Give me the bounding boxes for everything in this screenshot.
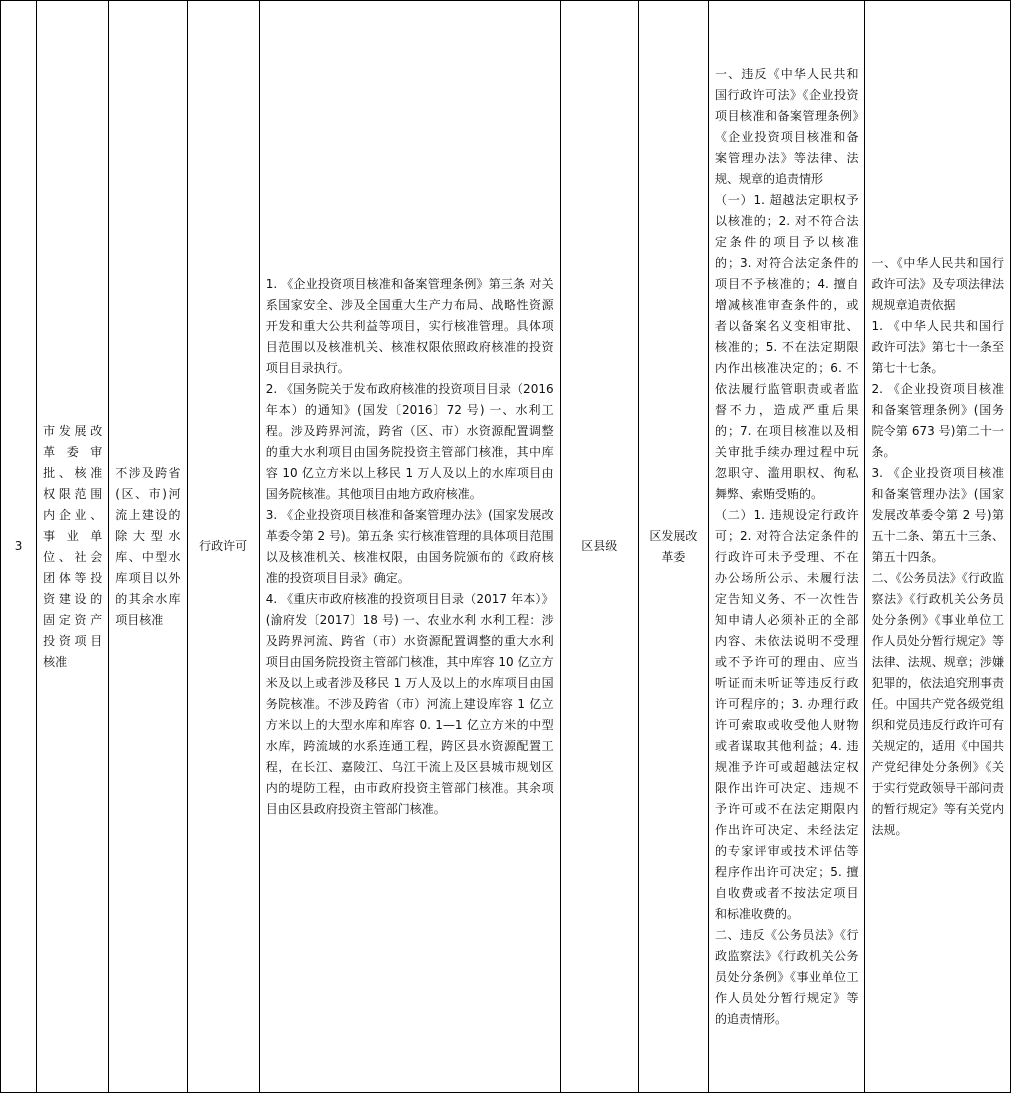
accountability-basis-item: 二、《公务员法》《行政监察法》《行政机关公务员处分条例》《事业单位工作人员处分暂行规定》等法律、法规、规章；涉嫌犯罪的，依法追究刑事责任。中国共产党各级党组织和党员违反行政许可有关规定的，适用《中国共产党纪律处分条例》《关于实行党政领导干部问责的暂行规定》等有关党内法规。 [871,570,1004,837]
table-row [1,1,1011,1093]
basis-cell [259,1,560,1093]
basis-item: 3. 《企业投资项目核准和备案管理办法》(国家发展改革委令第 2 号)。第五条 实行核准管理的具体项目范围以及核准机关、核准权限，由国务院颁布的《政府核准的投资项目目录》确定。 [265,507,554,585]
accountability-basis-item: 1. 《中华人民共和国行政许可法》第七十一条至第七十七条。 [871,318,1004,375]
accountability-basis-item: 一、《中华人民共和国行政许可法》及专项法律法规规章追责依据 [871,255,1004,312]
basis-item: 2. 《国务院关于发布政府核准的投资项目目录（2016 年本）的通知》(国发〔2016〕72 号) 一、水利工程。涉及跨界河流，跨省（区、市）水资源配置调整的重大水利项目由国务院投资主管部门核准，其中库容 10 亿立方米以上移民 1 万人及以上的水库项目由国务院核准。其他项目由地方政府核准。 [265,381,554,501]
power-type-cell: 行政许可 [187,1,259,1093]
basis-item: 1. 《企业投资项目核准和备案管理条例》第三条 对关系国家安全、涉及全国重大生产力布局、战略性资源开发和重大公共利益等项目，实行核准管理。具体项目范围以及核准机关、核准权限依照政府核准的投资项目目录执行。 [265,276,554,375]
seq-cell: 3 [1,1,37,1093]
accountability-basis-item: 3. 《企业投资项目核准和备案管理办法》(国家发展改革委令第 2 号)第五十二条、第五十三条、第五十四条。 [871,465,1004,564]
level-cell: 区县级 [560,1,638,1093]
accountability-basis-item: 2. 《企业投资项目核准和备案管理条例》(国务院令第 673 号)第二十一条。 [871,381,1004,459]
accountability-cell [709,1,865,1093]
sub-item-cell: 不涉及跨省(区、市)河流上建设的除大型水库、中型水库项目以外的其余水库项目核准 [109,1,187,1093]
basis-item: 4. 《重庆市政府核准的投资项目目录（2017 年本）》(渝府发〔2017〕18 号) 一、农业水利 水利工程：涉及跨界河流、跨省（市）水资源配置调整的重大水利项目由国务院投资主管部门核准，其中库容 10 亿立方米及以上或者涉及移民 1 万人及以上的水库项目由国务院核准。不涉及跨省（市）河流上建设库容 1 亿立方米以上的大型水库和库容 0. 1—1 亿立方米的中型水库，跨流域的水系连通工程，跨区县水资源配置工程，在长江、嘉陵江、乌江干流上及区县城市规划区内的堤防工程，由市政府投资主管部门核准。其余项目由区县政府投资主管部门核准。 [265,591,554,816]
accountability-item: （一）1. 超越法定职权予以核准的；2. 对不符合法定条件的项目予以核准的；3. 对符合法定条件的项目不予核准的；4. 擅自增减核准审查条件的，或者以备案名义变相审批、核准的；5. 不在法定期限内作出核准决定的；6. 不依法履行监管职责或者监督不力，造成严重后果的；7. 在项目核准以及相关审批手续办理过程中玩忽职守、滥用职权、徇私舞弊、索贿受贿的。 [715,192,859,501]
accountability-item: 二、违反《公务员法》《行政监察法》《行政机关公务员处分条例》《事业单位工作人员处分暂行规定》等的追责情形。 [715,927,859,1026]
accountability-item: 一、违反《中华人民共和国行政许可法》《企业投资项目核准和备案管理条例》《企业投资项目核准和备案管理办法》等法律、法规、规章的追责情形 [715,66,859,186]
accountability-basis-cell [865,1,1011,1093]
scope-cell: 市发展改革委审批、核准权限范围内企业、事业单位、社会团体等投资建设的固定资产投资项目核准 [37,1,109,1093]
accountability-item: （二）1. 违规设定行政许可；2. 对符合法定条件的行政许可未予受理、不在办公场所公示、未履行法定告知义务、不一次性告知申请人必须补正的全部内容、未依法说明不受理或不予许可的理由、应当听证而未听证等违反行政许可程序的；3. 办理行政许可索取或收受他人财物或者谋取其他利益；4. 违规准予许可或超越法定权限作出许可决定、违规不予许可或不在法定期限内作出许可决定、未经法定的专家评审或技术评估等程序作出许可决定；5. 擅自收费或者不按法定项目和标准收费的。 [715,507,859,921]
department-cell: 区发展改革委 [638,1,708,1093]
